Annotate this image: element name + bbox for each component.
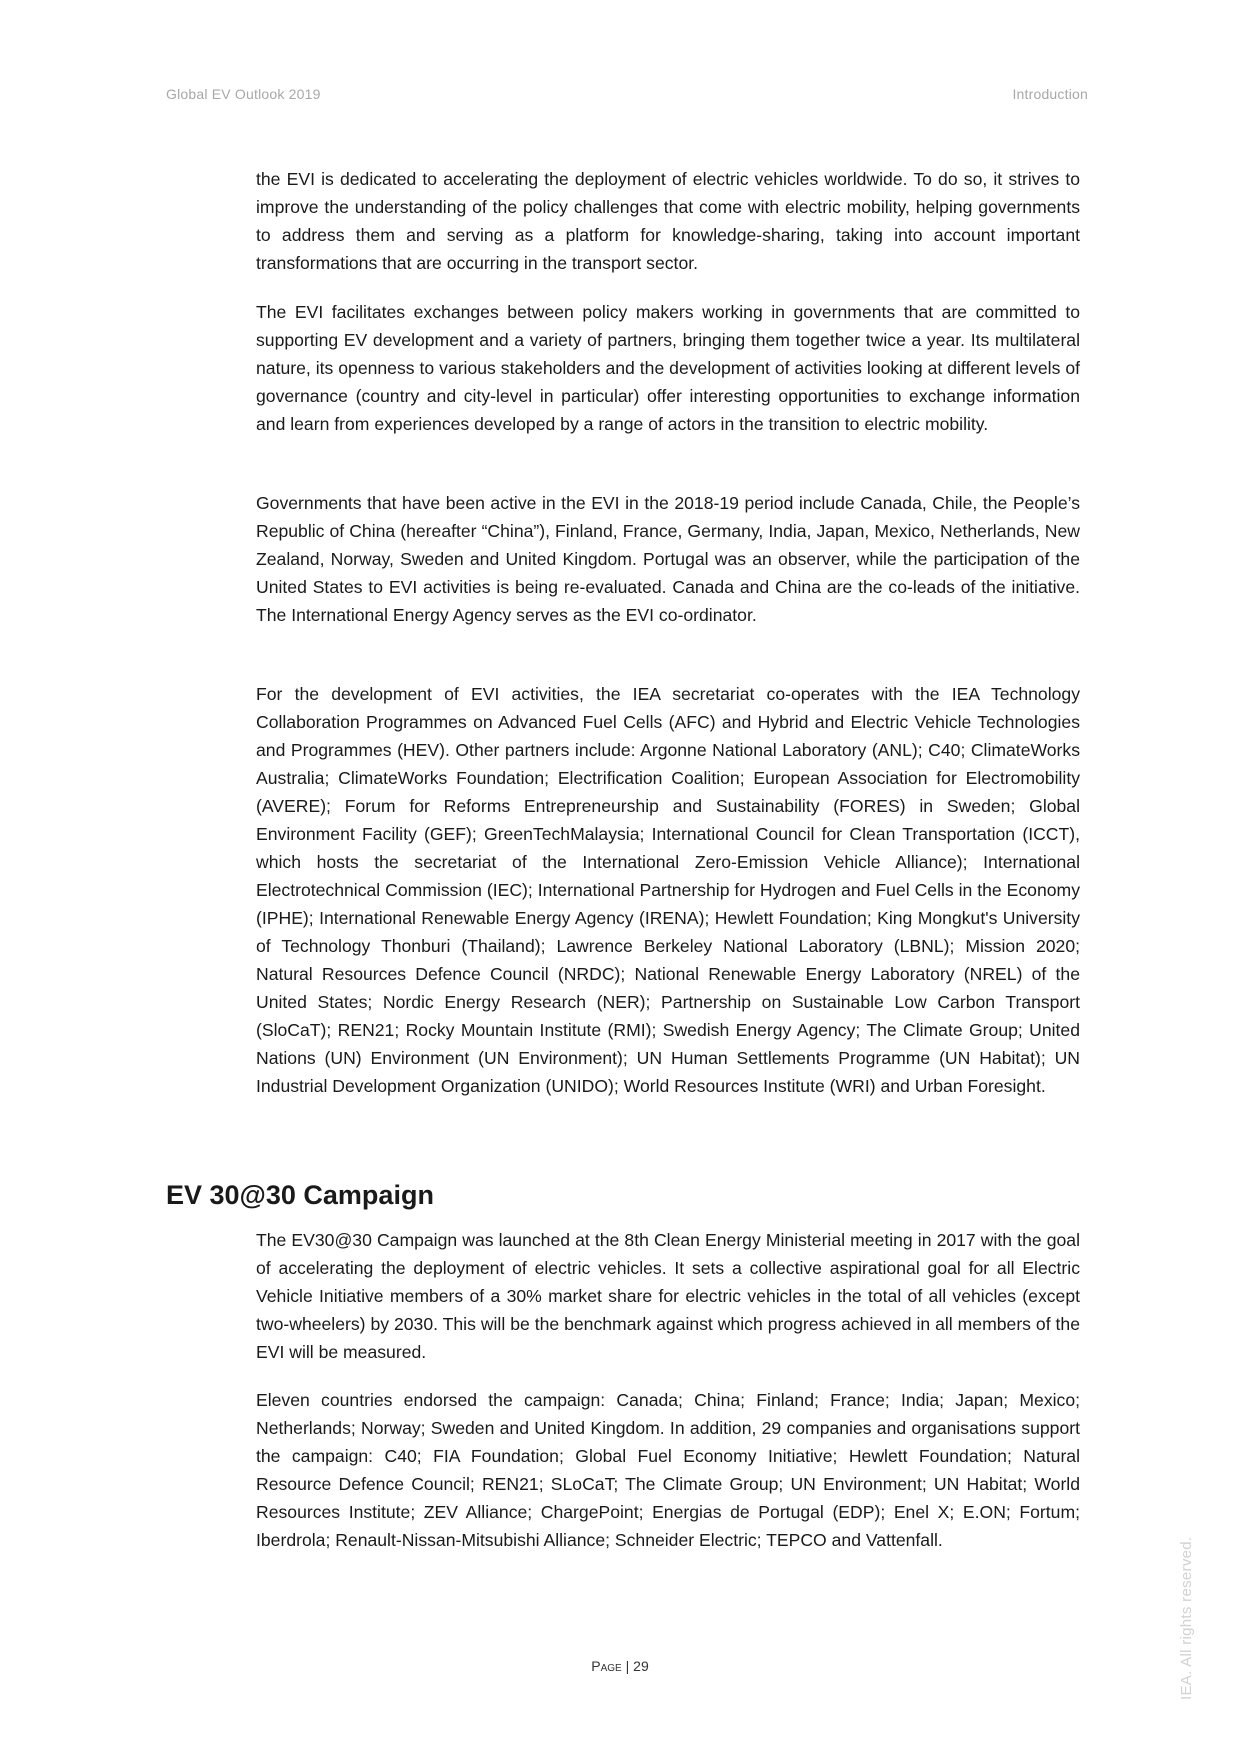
rights-watermark: IEA. All rights reserved. bbox=[1178, 1536, 1195, 1700]
section-heading-ev3030: EV 30@30 Campaign bbox=[166, 1180, 434, 1210]
running-header bbox=[166, 86, 1088, 106]
page-separator: | bbox=[621, 1658, 634, 1674]
paragraph-evi-partners: For the development of EVI activities, the IEA secretariat co-operates with the IEA Technology Collaboration Programmes on Advanced Fuel Cells (AFC) and Hybrid and Electric Vehicle Technologies and Programmes (HEV). Other partners include: Argonne National Laboratory (ANL); C40; ClimateWorks Australia; ClimateWorks Foundation; Electrification Coalition; European Association for Electromobility (AVERE); Forum for Reforms Entrepreneurship and Sustainability (FORES) in Sweden; Global Environment Facility (GEF); GreenTechMalaysia; International Council for Clean Transportation (ICCT), which hosts the secretariat of the International Zero-Emission Vehicle Alliance); International Electrotechnical Commission (IEC); International Partnership for Hydrogen and Fuel Cells in the Economy (IPHE); International Renewable Energy Agency (IRENA); Hewlett Foundation; King Mongkut's University of Technology Thonburi (Thailand); Lawrence Berkeley National Laboratory (LBNL); Mission 2020; Natural Resources Defence Council (NRDC); National Renewable Energy Laboratory (NREL) of the United States; Nordic Energy Research (NER); Partnership on Sustainable Low Carbon Transport (SloCaT); REN21; Rocky Mountain Institute (RMI); Swedish Energy Agency; The Climate Group; United Nations (UN) Environment (UN Environment); UN Human Settlements Programme (UN Habitat); UN Industrial Development Organization (UNIDO); World Resources Institute (WRI) and Urban Foresight. bbox=[256, 684, 1080, 1096]
paragraph-evi-exchanges: The EVI facilitates exchanges between policy makers working in governments that are committed to supporting EV development and a variety of partners, bringing them together twice a year. Its multilateral nature, its openness to various stakeholders and the development of activities looking at different levels of governance (country and city-level in particular) offer interesting opportunities to exchange information and learn from experiences developed by a range of actors in the transition to electric mobility. bbox=[256, 302, 1080, 434]
paragraph-campaign-launch: The EV30@30 Campaign was launched at the 8th Clean Energy Ministerial meeting in 2017 with the goal of accelerating the deployment of electric vehicles. It sets a collective aspirational goal for all Electric Vehicle Initiative members of a 30% market share for electric vehicles in the total of all vehicles (except two-wheelers) by 2030. This will be the benchmark against which progress achieved in all members of the EVI will be measured. bbox=[256, 1230, 1080, 1362]
chapter-title: Introduction bbox=[1012, 86, 1088, 102]
report-title: Global EV Outlook 2019 bbox=[166, 86, 321, 102]
page-footer bbox=[0, 1658, 1240, 1674]
paragraph-evi-purpose: the EVI is dedicated to accelerating the deployment of electric vehicles worldwide. To do so, it strives to improve the understanding of the policy challenges that come with electric mobility, helping governments to address them and serving as a platform for knowledge-sharing, taking into account important transformations that are occurring in the transport sector. bbox=[256, 169, 1080, 273]
paragraph-campaign-endorsers: Eleven countries endorsed the campaign: Canada; China; Finland; France; India; Japan; Mexico; Netherlands; Norway; Sweden and United Kingdom. In addition, 29 companies and organisations support the campaign: C40; FIA Foundation; Global Fuel Economy Initiative; Hewlett Foundation; Natural Resource Defence Council; REN21; SLoCaT; The Climate Group; UN Environment; UN Habitat; World Resources Institute; ZEV Alliance; ChargePoint; Energias de Portugal (EDP); Enel X; E.ON; Fortum; Iberdrola; Renault-Nissan-Mitsubishi Alliance; Schneider Electric; TEPCO and Vattenfall. bbox=[256, 1390, 1080, 1550]
page-label: Page bbox=[591, 1658, 622, 1674]
page-number: 29 bbox=[633, 1658, 649, 1674]
paragraph-evi-governments: Governments that have been active in the EVI in the 2018-19 period include Canada, Chile, the People’s Republic of China (hereafter “China”), Finland, France, Germany, India, Japan, Mexico, Netherlands, New Zealand, Norway, Sweden and United Kingdom. Portugal was an observer, while the participation of the United States to EVI activities is being re-evaluated. Canada and China are the co-leads of the initiative. The International Energy Agency serves as the EVI co-ordinator. bbox=[256, 493, 1080, 625]
